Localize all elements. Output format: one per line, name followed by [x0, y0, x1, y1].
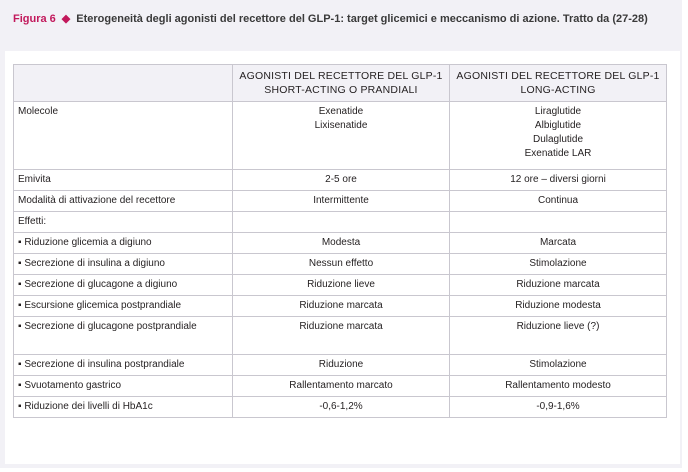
cell-long-acting: Riduzione modesta [450, 296, 667, 317]
cell-short-acting: Riduzione marcata [233, 296, 450, 317]
cell-short-acting [233, 102, 450, 170]
cell-short-acting: 2-5 ore [233, 170, 450, 191]
table-row [14, 191, 667, 212]
header-line: SHORT-ACTING O PRANDIALI [264, 84, 418, 96]
row-label: ▪ Riduzione dei livelli di HbA1c [14, 397, 233, 418]
cell-long-acting: Riduzione marcata [450, 275, 667, 296]
cell-long-acting: Continua [450, 191, 667, 212]
molecule-name: Lixisenatide [314, 120, 368, 131]
table-row [14, 102, 667, 170]
row-label: ▪ Riduzione glicemia a digiuno [14, 233, 233, 254]
table-row [14, 254, 667, 275]
header-line: AGONISTI DEL RECETTORE DEL GLP-1 [456, 70, 660, 82]
table-row [14, 296, 667, 317]
row-label: ▪ Secrezione di glucagone postprandiale [14, 317, 233, 355]
row-label: Effetti: [14, 212, 233, 233]
row-label: Modalità di attivazione del recettore [14, 191, 233, 212]
header-cell-long-acting [450, 65, 667, 102]
row-label: ▪ Escursione glicemica postprandiale [14, 296, 233, 317]
table-header-row [14, 65, 667, 102]
table-row [14, 397, 667, 418]
row-label: ▪ Secrezione di glucagone a digiuno [14, 275, 233, 296]
table-row [14, 275, 667, 296]
table-row [14, 212, 667, 233]
cell-short-acting: Modesta [233, 233, 450, 254]
cell-long-acting: Riduzione lieve (?) [450, 317, 667, 355]
caption-text: Eterogeneità degli agonisti del recettore del GLP-1: target glicemici e meccanismo di azione. Tratto da (27-28) [76, 13, 648, 25]
cell-long-acting [450, 212, 667, 233]
row-label: Emivita [14, 170, 233, 191]
molecule-name: Exenatide [318, 106, 364, 117]
cell-long-acting: Stimolazione [450, 254, 667, 275]
cell-short-acting [233, 212, 450, 233]
molecule-name: Albiglutide [534, 120, 582, 131]
cell-short-acting: Riduzione marcata [233, 317, 450, 355]
table-row [14, 376, 667, 397]
figure-caption [13, 11, 673, 28]
header-cell-short-acting [233, 65, 450, 102]
cell-long-acting: Rallentamento modesto [450, 376, 667, 397]
table-row [14, 170, 667, 191]
comparison-table [13, 64, 667, 418]
figure-number: Figura 6 [13, 13, 56, 25]
cell-long-acting: 12 ore – diversi giorni [450, 170, 667, 191]
cell-long-acting [450, 102, 667, 170]
cell-short-acting: Riduzione [233, 355, 450, 376]
row-label: ▪ Svuotamento gastrico [14, 376, 233, 397]
cell-long-acting: -0,9-1,6% [450, 397, 667, 418]
table-row [14, 317, 667, 355]
cell-short-acting: Rallentamento marcato [233, 376, 450, 397]
diamond-icon: ◆ [61, 13, 71, 25]
header-cell-empty [14, 65, 233, 102]
row-label: ▪ Secrezione di insulina postprandiale [14, 355, 233, 376]
molecule-name: Exenatide LAR [524, 148, 592, 159]
header-line: AGONISTI DEL RECETTORE DEL GLP-1 [239, 70, 443, 82]
cell-short-acting: Riduzione lieve [233, 275, 450, 296]
table-row [14, 355, 667, 376]
cell-short-acting: Nessun effetto [233, 254, 450, 275]
header-line: LONG-ACTING [520, 84, 596, 96]
table-row [14, 233, 667, 254]
cell-short-acting: -0,6-1,2% [233, 397, 450, 418]
cell-long-acting: Marcata [450, 233, 667, 254]
molecule-name: Dulaglutide [532, 134, 584, 145]
row-label: ▪ Secrezione di insulina a digiuno [14, 254, 233, 275]
row-label: Molecole [14, 102, 233, 170]
cell-short-acting: Intermittente [233, 191, 450, 212]
molecule-name: Liraglutide [534, 106, 582, 117]
table-panel [5, 51, 680, 464]
cell-long-acting: Stimolazione [450, 355, 667, 376]
